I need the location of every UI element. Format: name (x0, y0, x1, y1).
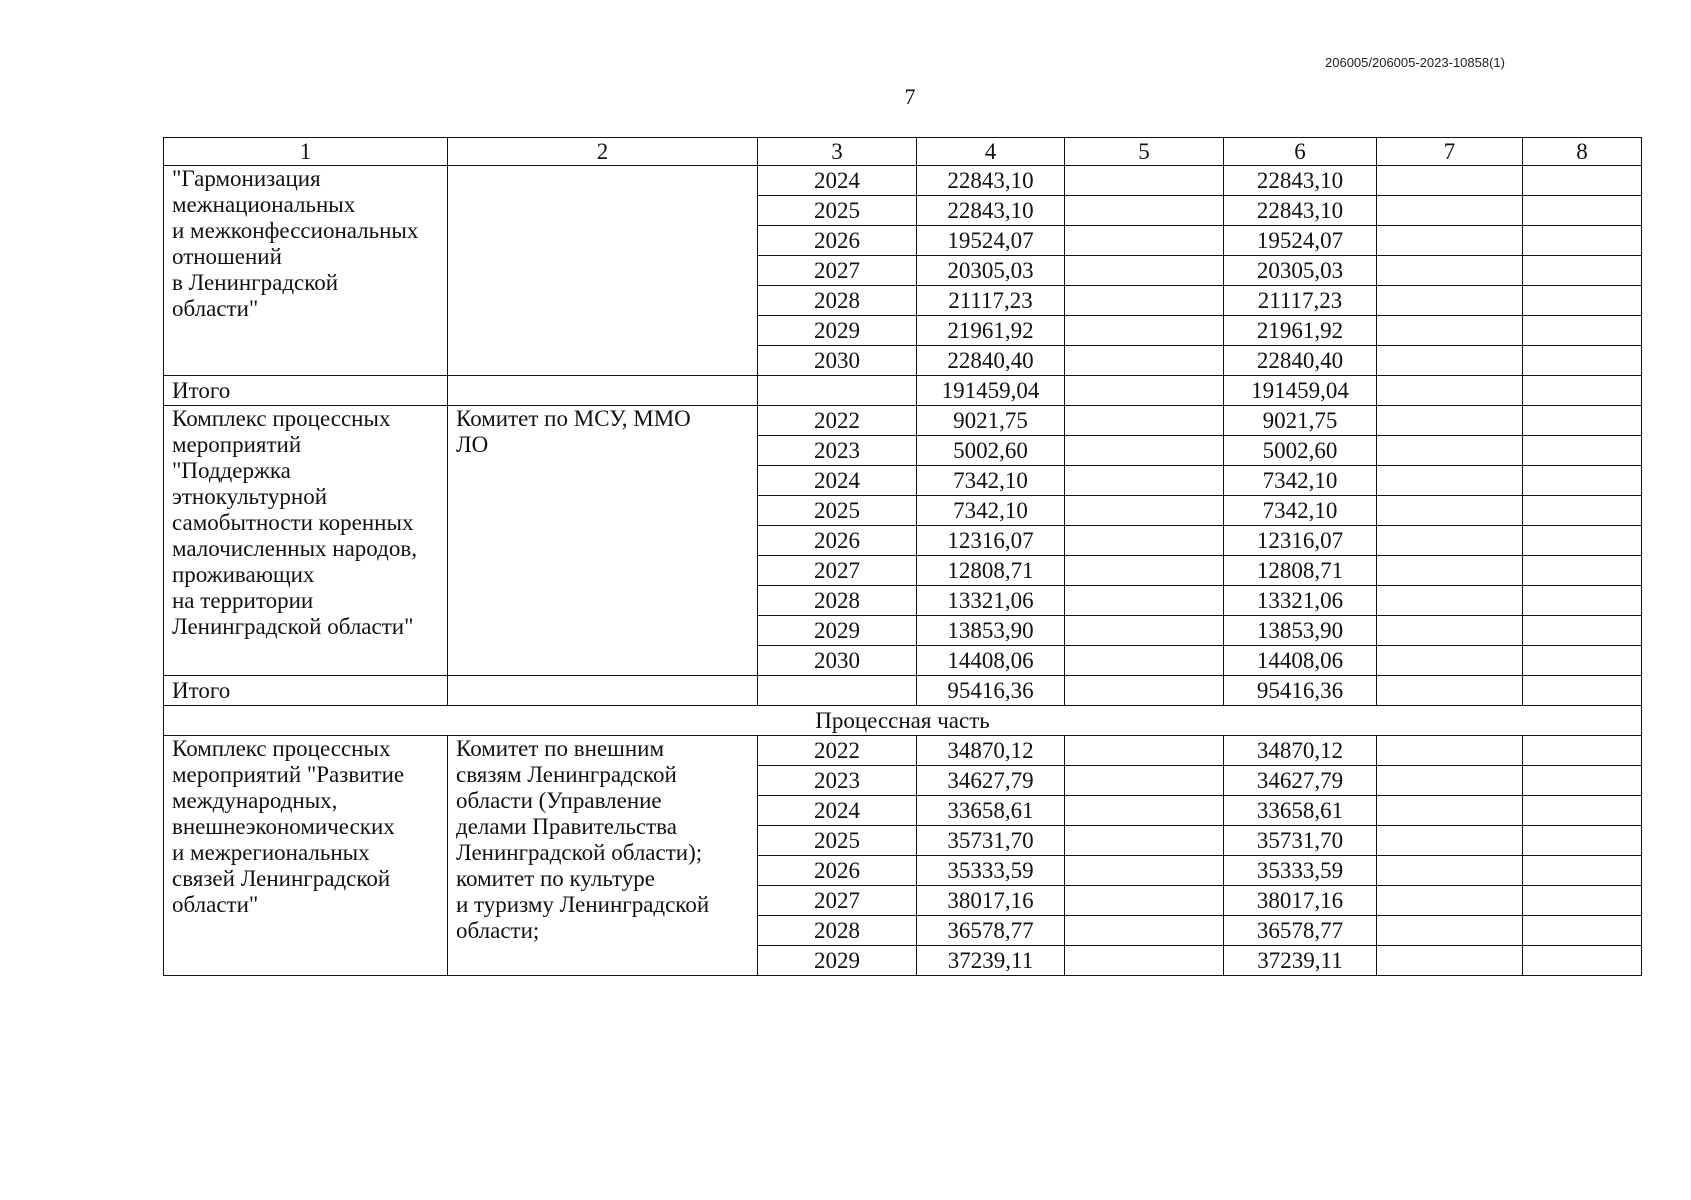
program-name-line: малочисленных народов, (172, 536, 417, 561)
amount-total-cell: 22843,10 (917, 196, 1065, 226)
amount-cell (1377, 226, 1523, 256)
responsible-executor-line: Комитет по МСУ, ММО (456, 406, 691, 431)
total-regional-cell: 95416,36 (1224, 676, 1377, 706)
amount-total-cell: 12808,71 (917, 556, 1065, 586)
responsible-executor-line: области; (456, 918, 540, 943)
year-cell: 2022 (758, 406, 917, 436)
amount-total-cell: 12316,07 (917, 526, 1065, 556)
amount-total-cell: 13853,90 (917, 616, 1065, 646)
amount-cell (1523, 496, 1642, 526)
amount-regional-cell: 7342,10 (1224, 496, 1377, 526)
amount-regional-cell: 19524,07 (1224, 226, 1377, 256)
amount-cell (1065, 196, 1224, 226)
program-name-line: области" (172, 892, 259, 917)
amount-total-cell: 37239,11 (917, 946, 1065, 976)
amount-regional-cell: 21961,92 (1224, 316, 1377, 346)
total-regional-cell: 191459,04 (1224, 376, 1377, 406)
amount-cell (1377, 166, 1523, 196)
amount-cell (1377, 916, 1523, 946)
amount-cell (1523, 196, 1642, 226)
amount-cell (1523, 856, 1642, 886)
table-body (164, 138, 1642, 976)
amount-regional-cell: 13321,06 (1224, 586, 1377, 616)
amount-regional-cell: 22843,10 (1224, 166, 1377, 196)
year-cell: 2025 (758, 496, 917, 526)
year-cell: 2028 (758, 586, 917, 616)
amount-cell (1377, 526, 1523, 556)
year-cell: 2024 (758, 796, 917, 826)
amount-cell (1523, 286, 1642, 316)
amount-cell (1065, 496, 1224, 526)
empty-cell (1065, 676, 1224, 706)
program-name-line: и межконфессиональных (172, 218, 419, 243)
amount-cell (1377, 646, 1523, 676)
amount-cell (1065, 286, 1224, 316)
table-row (164, 166, 1642, 196)
amount-cell (1377, 826, 1523, 856)
program-name-line: мероприятий "Развитие (172, 762, 405, 787)
amount-cell (1065, 346, 1224, 376)
amount-cell (1065, 946, 1224, 976)
year-cell: 2025 (758, 196, 917, 226)
amount-total-cell: 33658,61 (917, 796, 1065, 826)
responsible-executor-line: связям Ленинградской (456, 762, 677, 787)
amount-cell (1377, 736, 1523, 766)
amount-cell (1523, 796, 1642, 826)
year-cell: 2028 (758, 916, 917, 946)
total-amount-cell: 95416,36 (917, 676, 1065, 706)
amount-cell (1523, 616, 1642, 646)
amount-regional-cell: 35731,70 (1224, 826, 1377, 856)
amount-regional-cell: 37239,11 (1224, 946, 1377, 976)
amount-cell (1523, 166, 1642, 196)
year-cell: 2029 (758, 316, 917, 346)
amount-cell (1377, 766, 1523, 796)
table-row (164, 736, 1642, 766)
year-cell: 2030 (758, 646, 917, 676)
amount-cell (1377, 286, 1523, 316)
program-name (164, 166, 448, 376)
amount-regional-cell: 7342,10 (1224, 466, 1377, 496)
amount-regional-cell: 13853,90 (1224, 616, 1377, 646)
year-cell: 2026 (758, 526, 917, 556)
empty-cell (1377, 376, 1523, 406)
amount-total-cell: 35731,70 (917, 826, 1065, 856)
program-name-line: Комплекс процессных (172, 736, 391, 761)
amount-cell (1065, 736, 1224, 766)
amount-regional-cell: 34627,79 (1224, 766, 1377, 796)
program-name-line: Ленинградской области" (172, 614, 414, 639)
amount-cell (1523, 826, 1642, 856)
amount-cell (1523, 436, 1642, 466)
amount-cell (1065, 226, 1224, 256)
amount-cell (1523, 556, 1642, 586)
year-cell: 2029 (758, 616, 917, 646)
amount-total-cell: 14408,06 (917, 646, 1065, 676)
amount-total-cell: 13321,06 (917, 586, 1065, 616)
amount-cell (1523, 586, 1642, 616)
year-cell: 2023 (758, 766, 917, 796)
column-header: 6 (1224, 138, 1377, 166)
year-cell: 2027 (758, 886, 917, 916)
responsible-executor (448, 736, 758, 976)
empty-cell (758, 376, 917, 406)
responsible-executor (448, 406, 758, 676)
budget-table (163, 137, 1642, 976)
amount-cell (1377, 496, 1523, 526)
program-name (164, 736, 448, 976)
amount-cell (1523, 736, 1642, 766)
program-name (164, 406, 448, 676)
section-row (164, 706, 1642, 736)
amount-total-cell: 34627,79 (917, 766, 1065, 796)
year-cell: 2029 (758, 946, 917, 976)
empty-cell (1523, 676, 1642, 706)
program-name-line: проживающих (172, 562, 315, 587)
amount-cell (1523, 886, 1642, 916)
total-row (164, 376, 1642, 406)
responsible-executor-line: Ленинградской области); (456, 840, 703, 865)
empty-cell (1523, 376, 1642, 406)
responsible-executor-line: и туризму Ленинградской (456, 892, 710, 917)
program-name-line: на территории (172, 588, 314, 613)
program-name-line: внешнеэкономических (172, 814, 395, 839)
amount-cell (1523, 226, 1642, 256)
amount-total-cell: 7342,10 (917, 466, 1065, 496)
amount-cell (1065, 556, 1224, 586)
amount-cell (1523, 256, 1642, 286)
responsible-executor-line: комитет по культуре (456, 866, 655, 891)
amount-cell (1065, 886, 1224, 916)
amount-total-cell: 38017,16 (917, 886, 1065, 916)
total-row (164, 676, 1642, 706)
responsible-executor-line: Комитет по внешним (456, 736, 664, 761)
amount-cell (1065, 526, 1224, 556)
amount-cell (1065, 826, 1224, 856)
year-cell: 2026 (758, 856, 917, 886)
empty-cell (448, 676, 758, 706)
amount-total-cell: 7342,10 (917, 496, 1065, 526)
empty-cell (448, 376, 758, 406)
year-cell: 2024 (758, 466, 917, 496)
amount-total-cell: 19524,07 (917, 226, 1065, 256)
amount-cell (1377, 796, 1523, 826)
amount-cell (1065, 766, 1224, 796)
amount-regional-cell: 35333,59 (1224, 856, 1377, 886)
amount-cell (1377, 856, 1523, 886)
total-amount-cell: 191459,04 (917, 376, 1065, 406)
year-cell: 2030 (758, 346, 917, 376)
amount-cell (1065, 406, 1224, 436)
amount-cell (1377, 406, 1523, 436)
amount-total-cell: 35333,59 (917, 856, 1065, 886)
amount-total-cell: 9021,75 (917, 406, 1065, 436)
amount-cell (1523, 466, 1642, 496)
amount-total-cell: 20305,03 (917, 256, 1065, 286)
amount-cell (1523, 766, 1642, 796)
page-number: 7 (904, 84, 916, 109)
amount-cell (1065, 646, 1224, 676)
year-cell: 2027 (758, 556, 917, 586)
amount-total-cell: 36578,77 (917, 916, 1065, 946)
column-header: 2 (448, 138, 758, 166)
column-header: 4 (917, 138, 1065, 166)
program-name-line: "Поддержка (172, 458, 291, 483)
program-name-line: мероприятий (172, 432, 302, 457)
year-cell: 2026 (758, 226, 917, 256)
column-header: 3 (758, 138, 917, 166)
program-name-line: Комплекс процессных (172, 406, 391, 431)
amount-cell (1523, 406, 1642, 436)
program-name-line: международных, (172, 788, 338, 813)
program-name-line: "Гармонизация (172, 166, 321, 191)
amount-cell (1065, 916, 1224, 946)
amount-cell (1523, 346, 1642, 376)
program-name-line: межнациональных (172, 192, 356, 217)
amount-cell (1065, 796, 1224, 826)
amount-cell (1523, 526, 1642, 556)
amount-regional-cell: 22843,10 (1224, 196, 1377, 226)
total-label: Итого (164, 676, 448, 706)
program-name-line: этнокультурной (172, 484, 328, 509)
amount-total-cell: 21117,23 (917, 286, 1065, 316)
amount-cell (1065, 436, 1224, 466)
year-cell: 2027 (758, 256, 917, 286)
table-row (164, 406, 1642, 436)
amount-regional-cell: 22840,40 (1224, 346, 1377, 376)
amount-cell (1377, 436, 1523, 466)
column-header: 5 (1065, 138, 1224, 166)
column-header: 1 (164, 138, 448, 166)
program-name-line: области" (172, 296, 259, 321)
amount-regional-cell: 20305,03 (1224, 256, 1377, 286)
amount-cell (1377, 256, 1523, 286)
amount-total-cell: 22843,10 (917, 166, 1065, 196)
amount-cell (1377, 586, 1523, 616)
document-id: 206005/206005-2023-10858(1) (1325, 55, 1505, 70)
program-name-line: в Ленинградской (172, 270, 339, 295)
amount-cell (1377, 316, 1523, 346)
amount-total-cell: 22840,40 (917, 346, 1065, 376)
amount-cell (1377, 886, 1523, 916)
empty-cell (1065, 376, 1224, 406)
amount-cell (1523, 646, 1642, 676)
responsible-executor-line: области (Управление (456, 788, 662, 813)
amount-cell (1377, 556, 1523, 586)
responsible-executor-line: делами Правительства (456, 814, 677, 839)
column-number-row (164, 138, 1642, 166)
amount-regional-cell: 9021,75 (1224, 406, 1377, 436)
amount-cell (1065, 856, 1224, 886)
amount-cell (1065, 616, 1224, 646)
program-name-line: и межрегиональных (172, 840, 370, 865)
column-header: 8 (1523, 138, 1642, 166)
amount-regional-cell: 21117,23 (1224, 286, 1377, 316)
amount-cell (1377, 946, 1523, 976)
responsible-executor (448, 166, 758, 376)
column-header: 7 (1377, 138, 1523, 166)
amount-regional-cell: 12316,07 (1224, 526, 1377, 556)
amount-cell (1065, 466, 1224, 496)
year-cell: 2023 (758, 436, 917, 466)
year-cell: 2024 (758, 166, 917, 196)
amount-regional-cell: 5002,60 (1224, 436, 1377, 466)
amount-regional-cell: 12808,71 (1224, 556, 1377, 586)
amount-total-cell: 21961,92 (917, 316, 1065, 346)
program-name-line: отношений (172, 244, 282, 269)
amount-cell (1065, 586, 1224, 616)
amount-regional-cell: 38017,16 (1224, 886, 1377, 916)
amount-total-cell: 5002,60 (917, 436, 1065, 466)
amount-regional-cell: 34870,12 (1224, 736, 1377, 766)
year-cell: 2022 (758, 736, 917, 766)
total-label: Итого (164, 376, 448, 406)
amount-regional-cell: 14408,06 (1224, 646, 1377, 676)
empty-cell (758, 676, 917, 706)
amount-cell (1377, 196, 1523, 226)
amount-regional-cell: 36578,77 (1224, 916, 1377, 946)
year-cell: 2025 (758, 826, 917, 856)
amount-cell (1523, 916, 1642, 946)
amount-cell (1377, 466, 1523, 496)
amount-total-cell: 34870,12 (917, 736, 1065, 766)
section-title: Процессная часть (164, 706, 1642, 736)
responsible-executor-line: ЛО (456, 432, 489, 457)
amount-cell (1065, 166, 1224, 196)
amount-cell (1377, 346, 1523, 376)
amount-cell (1377, 616, 1523, 646)
amount-regional-cell: 33658,61 (1224, 796, 1377, 826)
year-cell: 2028 (758, 286, 917, 316)
program-name-line: связей Ленинградской (172, 866, 391, 891)
amount-cell (1065, 256, 1224, 286)
amount-cell (1065, 316, 1224, 346)
empty-cell (1377, 676, 1523, 706)
program-name-line: самобытности коренных (172, 510, 414, 535)
amount-cell (1523, 946, 1642, 976)
amount-cell (1523, 316, 1642, 346)
